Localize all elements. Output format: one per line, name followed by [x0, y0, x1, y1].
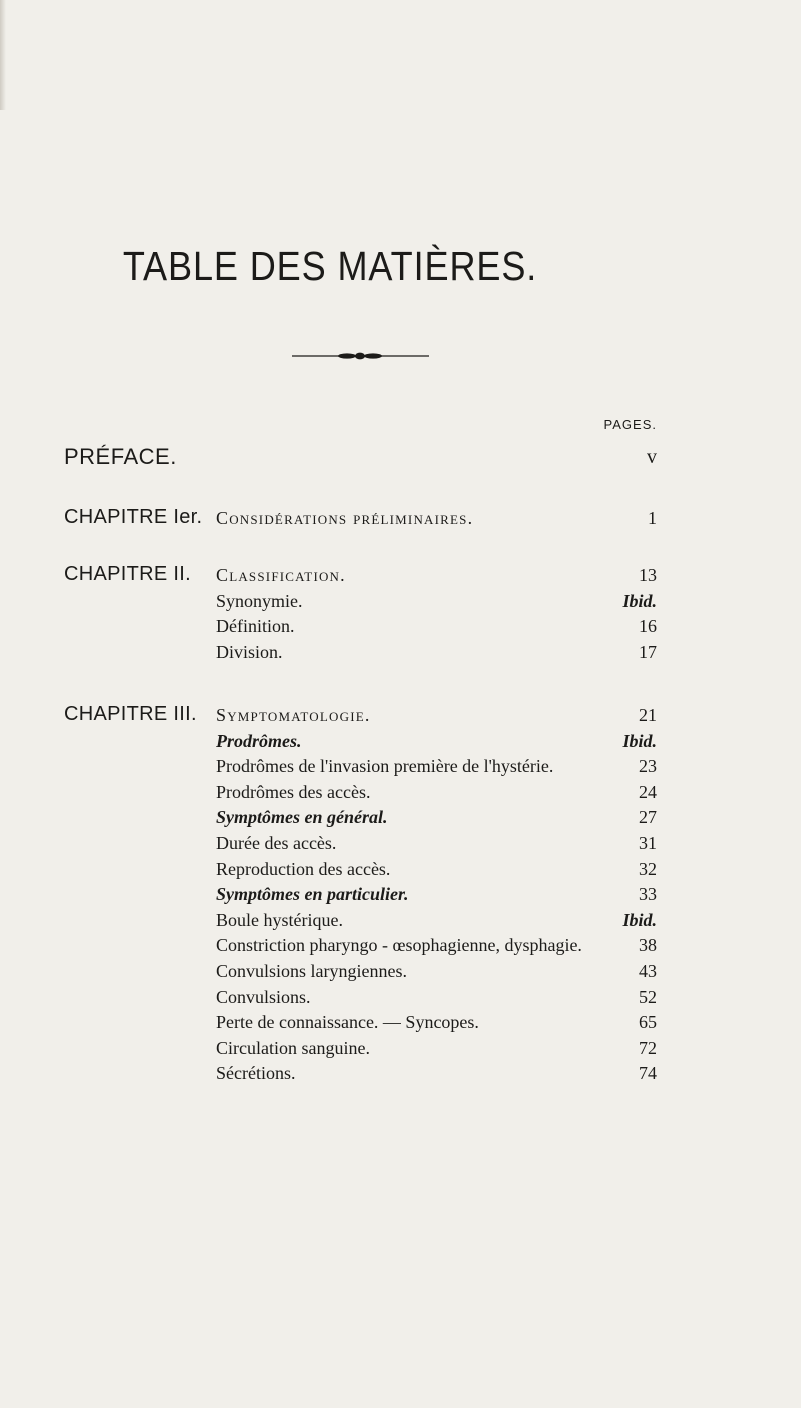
page-title: TABLE DES MATIÈRES. [122, 243, 538, 289]
entry-page: 1 [648, 508, 657, 528]
toc-entry [216, 831, 657, 857]
entry-title: Convulsions laryngiennes. [216, 960, 407, 981]
toc-entry [216, 1036, 657, 1062]
entry-page: 65 [639, 1012, 657, 1033]
toc-entry [216, 908, 657, 934]
page-edge-shadow [0, 0, 6, 110]
entry-title: Symptômes en général. [216, 807, 388, 828]
toc-entry [216, 506, 657, 532]
entry-title: Synonymie. [216, 590, 303, 611]
toc-entry [216, 882, 657, 908]
entry-page: 32 [639, 858, 657, 879]
entry-page: 31 [639, 832, 657, 853]
entry-title: Prodrômes de l'invasion première de l'hystérie. [216, 756, 554, 777]
toc-entry [216, 933, 657, 959]
entry-title: Sécrétions. [216, 1063, 296, 1084]
entry-page: 43 [639, 960, 657, 981]
entry-title: Division. [216, 641, 283, 662]
preface-page: v [647, 446, 657, 468]
chapter-label: CHAPITRE II. [64, 563, 191, 585]
entry-page: 27 [639, 807, 657, 828]
toc-entry [216, 805, 657, 831]
entry-page: Ibid. [622, 909, 657, 930]
entry-page: Ibid. [622, 730, 657, 751]
entry-page: 72 [639, 1037, 657, 1058]
toc-entry [216, 729, 657, 755]
toc-entry [216, 959, 657, 985]
toc-entry [216, 614, 657, 640]
entry-title: Classification. [216, 565, 346, 585]
ornament-rule [292, 351, 429, 361]
entry-title: Convulsions. [216, 986, 311, 1007]
entry-title: Constriction pharyngo - œsophagienne, dysphagie. [216, 935, 582, 956]
toc-entry [216, 780, 657, 806]
entry-page: 17 [639, 641, 657, 662]
entry-title: Durée des accès. [216, 832, 337, 853]
entry-page: 16 [639, 616, 657, 637]
entry-title: Considérations préliminaires. [216, 508, 474, 528]
entry-title: Reproduction des accès. [216, 858, 391, 879]
toc-entry [216, 563, 657, 589]
entry-title: Perte de connaissance. — Syncopes. [216, 1012, 479, 1033]
entry-title: Prodrômes. [216, 730, 302, 751]
entry-page: 24 [639, 781, 657, 802]
toc-entry [216, 589, 657, 615]
entry-page: 38 [639, 935, 657, 956]
entry-page: 13 [639, 565, 657, 585]
toc-entry [216, 640, 657, 666]
toc-entry [216, 754, 657, 780]
chapter-label: CHAPITRE Ier. [64, 506, 203, 528]
entry-page: 33 [639, 884, 657, 905]
entry-page: Ibid. [622, 590, 657, 611]
entry-title: Symptômes en particulier. [216, 884, 409, 905]
chapter-entries [216, 563, 657, 665]
pages-column-header: PAGES. [603, 417, 657, 432]
entry-title: Boule hystérique. [216, 909, 343, 930]
entry-title: Prodrômes des accès. [216, 781, 371, 802]
entry-page: 52 [639, 986, 657, 1007]
toc-entry [216, 703, 657, 729]
toc-entry [216, 985, 657, 1011]
chapter-entries [216, 506, 657, 532]
entry-title: Circulation sanguine. [216, 1037, 370, 1058]
toc-entry [216, 857, 657, 883]
chapter-label: CHAPITRE III. [64, 703, 197, 725]
entry-page: 74 [639, 1063, 657, 1084]
entry-page: 21 [639, 705, 657, 725]
toc-entry [216, 1010, 657, 1036]
preface-row [64, 444, 657, 474]
entry-title: Symptomatologie. [216, 705, 371, 725]
entry-title: Définition. [216, 616, 295, 637]
toc-entry [216, 1061, 657, 1087]
chapter-entries [216, 703, 657, 1087]
entry-page: 23 [639, 756, 657, 777]
preface-label: PRÉFACE. [64, 444, 177, 469]
